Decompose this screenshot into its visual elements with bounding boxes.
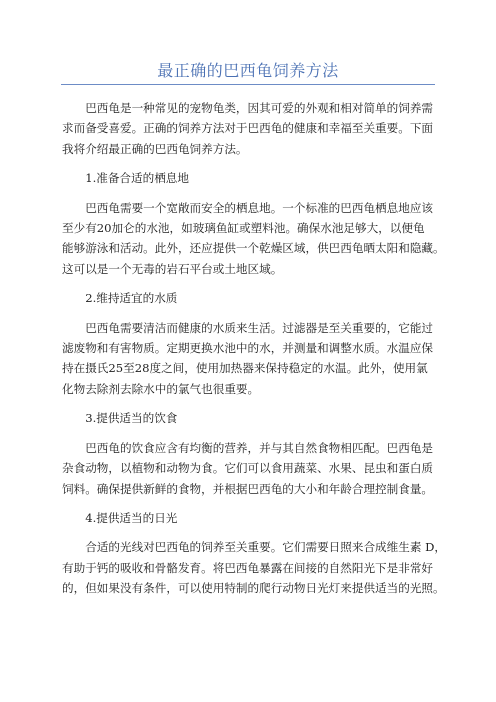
section-paragraph [62,318,438,400]
section-paragraph [62,198,445,280]
text-line: 巴西龟是一种常见的宠物龟类，因其可爱的外观和相对简单的饲养需 [85,101,434,115]
text-line: 的，但如果没有条件，可以使用特制的爬行动物日光灯来提供适当的光照。 [62,581,445,596]
text-line: 有助于钙的吸收和骨骼发育。将巴西龟暴露在间接的自然阳光下是非常好 [62,560,434,575]
text-line: 能够游泳和活动。此外，还应提供一个乾燥区域，供巴西龟晒太阳和隐藏。 [62,241,445,256]
section-heading: 1.准备合适的栖息地 [85,171,189,186]
text-line: 这可以是一个无毒的岩石平台或土地区域。 [62,261,283,276]
text-line: 巴西龟需要一个宽敞而安全的栖息地。一个标准的巴西龟栖息地应该 [85,200,434,215]
text-line: 巴西龟的饮食应含有均衡的营养，并与其自然食物相匹配。巴西龟是 [85,440,434,455]
text-line: 合适的光线对巴西龟的饲养至关重要。它们需要日照来合成维生素 D， [85,540,446,555]
text-line: 饲料。确保提供新鲜的食物，并根据巴西龟的大小和年龄合理控制食量。 [62,481,434,496]
section-paragraph [62,438,438,499]
section-heading: 2.维持适宜的水质 [85,291,178,306]
text-line: 至少有20加仑的水池，如玻璃鱼缸或塑料池。确保水池足够大，以便龟 [62,221,425,236]
text-line: 我将介绍最正确的巴西龟饲养方法。 [62,141,248,156]
title-divider [61,84,435,85]
section-heading: 3.提供适当的饮食 [85,411,178,426]
section-paragraph [62,537,446,598]
document-body [62,98,446,608]
document-title: 最正确的巴西龟饲养方法 [157,61,339,80]
text-line: 杂食动物，以植物和动物为食。它们可以食用蔬菜、水果、昆虫和蛋白质 [62,461,434,476]
text-line: 滤废物和有害物质。定期更换水池中的水，并测量和调整水质。水温应保 [62,341,434,356]
section-heading: 4.提供适当的日光 [85,510,178,525]
intro-paragraph [62,98,438,159]
text-line: 化物去除剂去除水中的氯气也很重要。 [62,381,260,396]
text-line: 求而备受喜爱。正确的饲养方法对于巴西龟的健康和幸福至关重要。下面 [62,121,434,136]
text-line: 持在摄氏25至28度之间，使用加热器来保持稳定的水温。此外，使用氯 [62,361,428,376]
text-line: 巴西龟需要清洁而健康的水质来生活。过滤器是至关重要的，它能过 [85,320,434,335]
